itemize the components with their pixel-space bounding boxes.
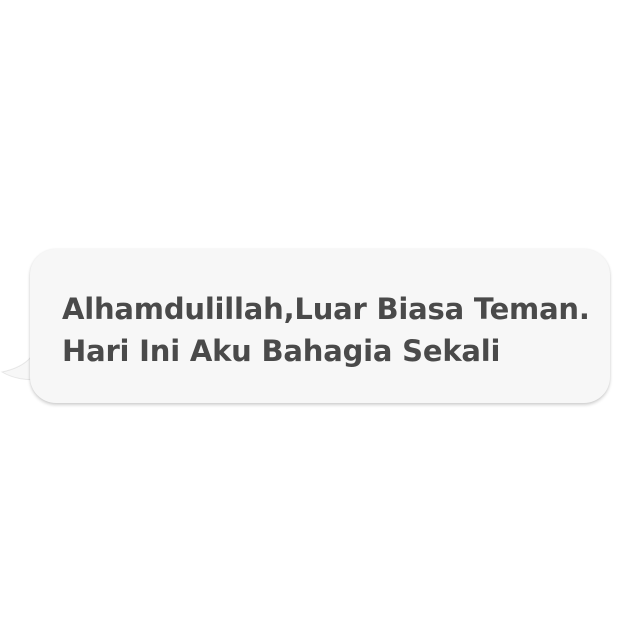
message-text	[62, 288, 607, 372]
message-line-1: Alhamdulillah,Luar Biasa Teman.	[62, 292, 590, 326]
message-line-2: Hari Ini Aku Bahagia Sekali	[62, 334, 501, 368]
